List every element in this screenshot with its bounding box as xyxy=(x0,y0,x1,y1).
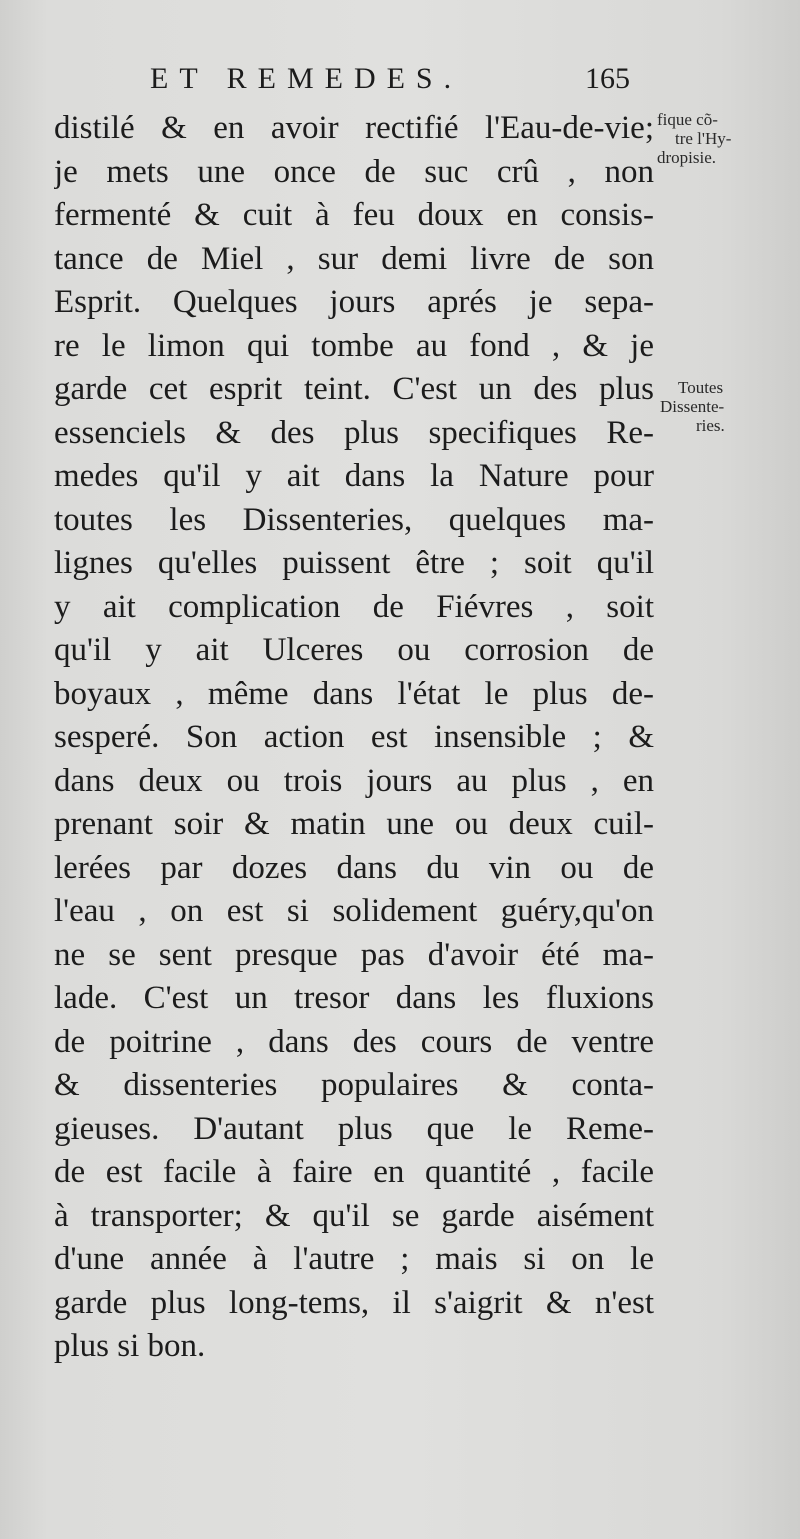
text-line: sesperé. Son action est insensible ; & xyxy=(54,719,654,755)
text-line: à transporter; & qu'il se garde aisément xyxy=(54,1197,654,1234)
text-line: prenant soir & matin une ou deux cuil- xyxy=(54,806,654,842)
text-line: ne se sent presque pas d'avoir été ma- xyxy=(54,936,654,973)
text-line: je mets une once de suc crû , non xyxy=(54,153,654,190)
text-line: re le limon qui tombe au fond , & je xyxy=(54,327,654,364)
text-line: dans deux ou trois jours au plus , en xyxy=(54,762,654,799)
text-line: de poitrine , dans des cours de ventre xyxy=(54,1023,654,1060)
text-line: fermenté & cuit à feu doux en consis- xyxy=(54,197,654,233)
text-line: lignes qu'elles puissent être ; soit qu'il xyxy=(54,545,654,581)
text-line: tance de Miel , sur demi livre de son xyxy=(54,240,654,277)
text-line: qu'il y ait Ulceres ou corrosion de xyxy=(54,632,654,668)
body-text xyxy=(54,107,654,1369)
margin-note-line: tre l'Hy- xyxy=(675,129,732,148)
margin-note-line: dropisie. xyxy=(657,148,717,167)
text-line: & dissenteries populaires & conta- xyxy=(54,1067,654,1103)
text-line: de est facile à faire en quantité , facile xyxy=(54,1154,654,1190)
margin-note-line: ries. xyxy=(696,416,725,435)
margin-note xyxy=(657,110,767,167)
running-head xyxy=(150,62,630,102)
text-line: garde cet esprit teint. C'est un des plus xyxy=(54,371,654,407)
text-line: lade. C'est un tresor dans les fluxions xyxy=(54,980,654,1016)
text-line: Esprit. Quelques jours aprés je sepa- xyxy=(54,284,654,320)
text-line: medes qu'il y ait dans la Nature pour xyxy=(54,458,654,494)
text-line: gieuses. D'autant plus que le Reme- xyxy=(54,1110,654,1147)
text-line: garde plus long-tems, il s'aigrit & n'est xyxy=(54,1284,654,1321)
text-line: boyaux , même dans l'état le plus de- xyxy=(54,675,654,712)
margin-note-line: Dissente- xyxy=(660,397,725,416)
page-number: 165 xyxy=(585,62,630,95)
text-line: distilé & en avoir rectifié l'Eau-de-vie; xyxy=(54,110,654,146)
running-title: ET REMEDES. xyxy=(150,62,463,95)
text-line: y ait complication de Fiévres , soit xyxy=(54,588,654,625)
margin-note xyxy=(660,378,770,435)
margin-note-line: fique cõ- xyxy=(657,110,718,129)
text-line: toutes les Dissenteries, quelques ma- xyxy=(54,501,654,538)
text-line: d'une année à l'autre ; mais si on le xyxy=(54,1241,654,1277)
text-line: l'eau , on est si solidement guéry,qu'on xyxy=(54,893,654,929)
show-through-bleed xyxy=(682,470,792,670)
text-line: plus si bon. xyxy=(54,1328,206,1364)
text-line: lerées par dozes dans du vin ou de xyxy=(54,849,654,886)
margin-note-line: Toutes xyxy=(678,378,724,397)
text-line: essenciels & des plus specifiques Re- xyxy=(54,414,654,451)
